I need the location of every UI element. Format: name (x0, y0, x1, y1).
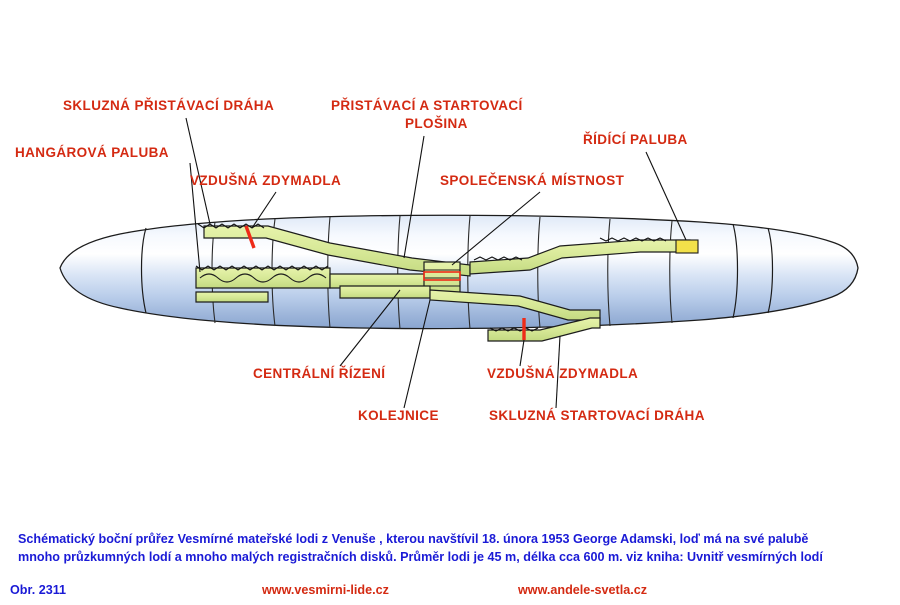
label-skluzna-pristavaci-draha: SKLUZNÁ PŘISTÁVACÍ DRÁHA (63, 98, 275, 113)
label-vzdusna-zdymadla-bottom: VZDUŠNÁ ZDYMADLA (487, 366, 639, 381)
label-skluzna-startovaci-draha: SKLUZNÁ STARTOVACÍ DRÁHA (489, 408, 705, 423)
caption-line-1: Schématický boční průřez Vesmírné mateřské lodi z Venuše , kterou navštívil 18. února 1953 George Adamski, loď má na své palubě (18, 532, 809, 546)
label-ridici-paluba: ŘÍDÍCÍ PALUBA (583, 132, 688, 147)
link-andele-svetla[interactable]: www.andele-svetla.cz (518, 583, 648, 597)
label-pristavaci-startovaci-plosina-line2: PLOŠINA (405, 116, 468, 131)
label-kolejnice: KOLEJNICE (358, 408, 439, 423)
label-vzdusna-zdymadla-top: VZDUŠNÁ ZDYMADLA (190, 173, 342, 188)
label-pristavaci-startovaci-plosina-line1: PŘISTÁVACÍ A STARTOVACÍ (331, 98, 523, 113)
figure-number: Obr. 2311 (10, 583, 67, 597)
caption-line-2: mnoho průzkumných lodí a mnoho malých registračních disků. Průměr lodi je 45 m, délka cca 600 m. viz kniha: Uvnitř vesmírných lodí (18, 550, 823, 564)
link-vesmirni-lide[interactable]: www.vesmirni-lide.cz (262, 583, 389, 597)
label-hangarova-paluba: HANGÁROVÁ PALUBA (15, 145, 169, 160)
label-centralni-rizeni: CENTRÁLNÍ ŘÍZENÍ (253, 366, 386, 381)
label-spolecenska-mistnost: SPOLEČENSKÁ MÍSTNOST (440, 173, 625, 188)
